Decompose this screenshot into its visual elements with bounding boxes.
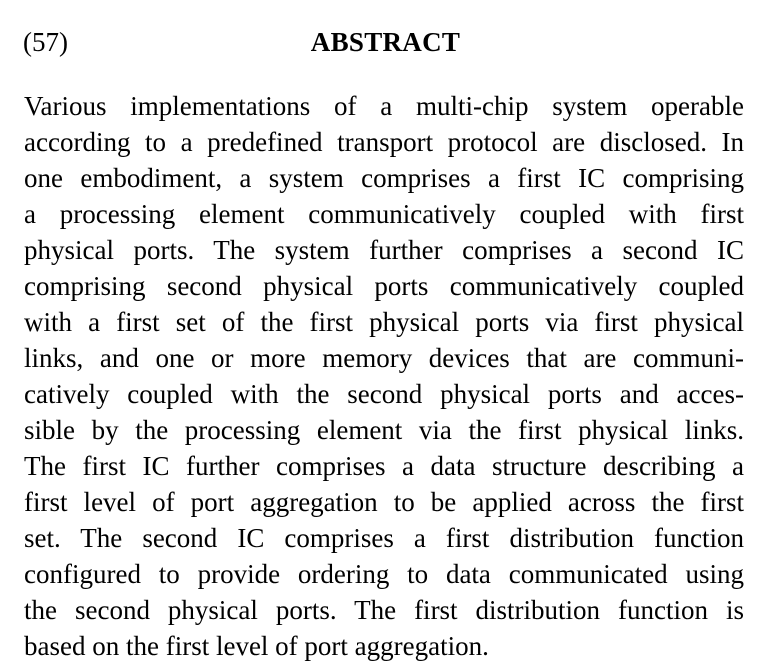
abstract-line: The first IC further comprises a data structure describing a [24,451,744,481]
abstract-body [24,88,744,664]
abstract-line: one embodiment, a system comprises a first IC comprising [24,163,744,193]
abstract-line: with a first set of the first physical ports via first physical [24,307,744,337]
section-code: (57) [23,27,68,57]
abstract-line: a processing element communicatively coupled with first [24,199,744,229]
abstract-line: Various implementations of a multi-chip system operable [24,91,744,121]
abstract-line: configured to provide ordering to data communicated using [24,559,744,589]
abstract-line: comprising second physical ports communicatively coupled [24,271,744,301]
abstract-line: set. The second IC comprises a first distribution function [24,523,744,553]
abstract-line: the second physical ports. The first distribution function is [24,595,744,625]
abstract-line: physical ports. The system further comprises a second IC [24,235,744,265]
abstract-line: sible by the processing element via the first physical links. [24,415,744,445]
abstract-line: catively coupled with the second physical ports and acces- [24,379,744,409]
abstract-line: links, and one or more memory devices that are communi- [24,343,744,373]
abstract-line: according to a predefined transport protocol are disclosed. In [24,127,744,157]
abstract-line: first level of port aggregation to be applied across the first [24,487,744,517]
abstract-line: based on the first level of port aggregation. [24,631,489,661]
section-title: ABSTRACT [310,27,461,57]
abstract-header [0,22,769,62]
